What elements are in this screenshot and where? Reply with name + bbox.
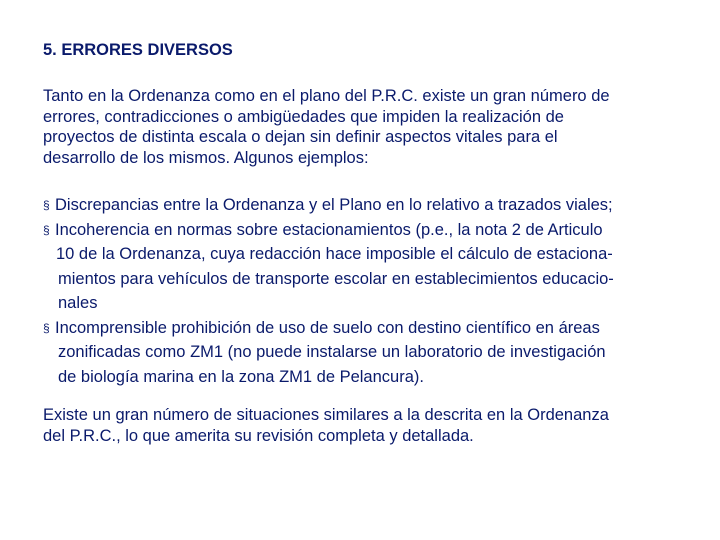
list-item-text: Incomprensible prohibición de uso de suelo con destino científico en áreas bbox=[55, 318, 600, 337]
section-title: 5. ERRORES DIVERSOS bbox=[43, 41, 233, 59]
examples-list bbox=[43, 193, 683, 389]
list-item-line: 10 de la Ordenanza, cuya redacción hace imposible el cálculo de estaciona- bbox=[56, 245, 613, 263]
conclusion-line: del P.R.C., lo que amerita su revisión completa y detallada. bbox=[43, 426, 474, 445]
intro-line: proyectos de distinta escala o dejan sin definir aspectos vitales para el bbox=[43, 128, 558, 146]
list-item-line bbox=[43, 218, 683, 243]
list-item bbox=[43, 218, 683, 316]
list-item-line: de biología marina en la zona ZM1 de Pelancura). bbox=[58, 367, 424, 386]
list-item-line: zonificadas como ZM1 (no puede instalarse un laboratorio de investigación bbox=[58, 343, 606, 361]
list-item-line: nales bbox=[58, 294, 98, 312]
bullet-marker: § bbox=[43, 222, 50, 237]
intro-line: errores, contradicciones o ambigüedades que impiden la realización de bbox=[43, 107, 564, 126]
list-item-text: Discrepancias entre la Ordenanza y el Plano en lo relativo a trazados viales; bbox=[55, 196, 613, 214]
bullet-marker: § bbox=[43, 320, 50, 335]
bullet-marker: § bbox=[43, 198, 50, 212]
intro-line: Tanto en la Ordenanza como en el plano del P.R.C. existe un gran número de bbox=[43, 87, 610, 105]
list-item bbox=[43, 316, 683, 390]
list-item-line: mientos para vehículos de transporte escolar en establecimientos educacio- bbox=[58, 269, 614, 288]
list-item-line bbox=[43, 316, 683, 341]
intro-paragraph bbox=[43, 86, 683, 168]
conclusion-line: Existe un gran número de situaciones similares a la descrita en la Ordenanza bbox=[43, 406, 609, 424]
list-item bbox=[43, 193, 683, 218]
conclusion-paragraph bbox=[43, 405, 683, 446]
intro-line: desarrollo de los mismos. Algunos ejemplos: bbox=[43, 148, 369, 167]
list-item-text: Incoherencia en normas sobre estacionamientos (p.e., la nota 2 de Articulo bbox=[55, 220, 603, 239]
list-item-line bbox=[43, 193, 683, 218]
